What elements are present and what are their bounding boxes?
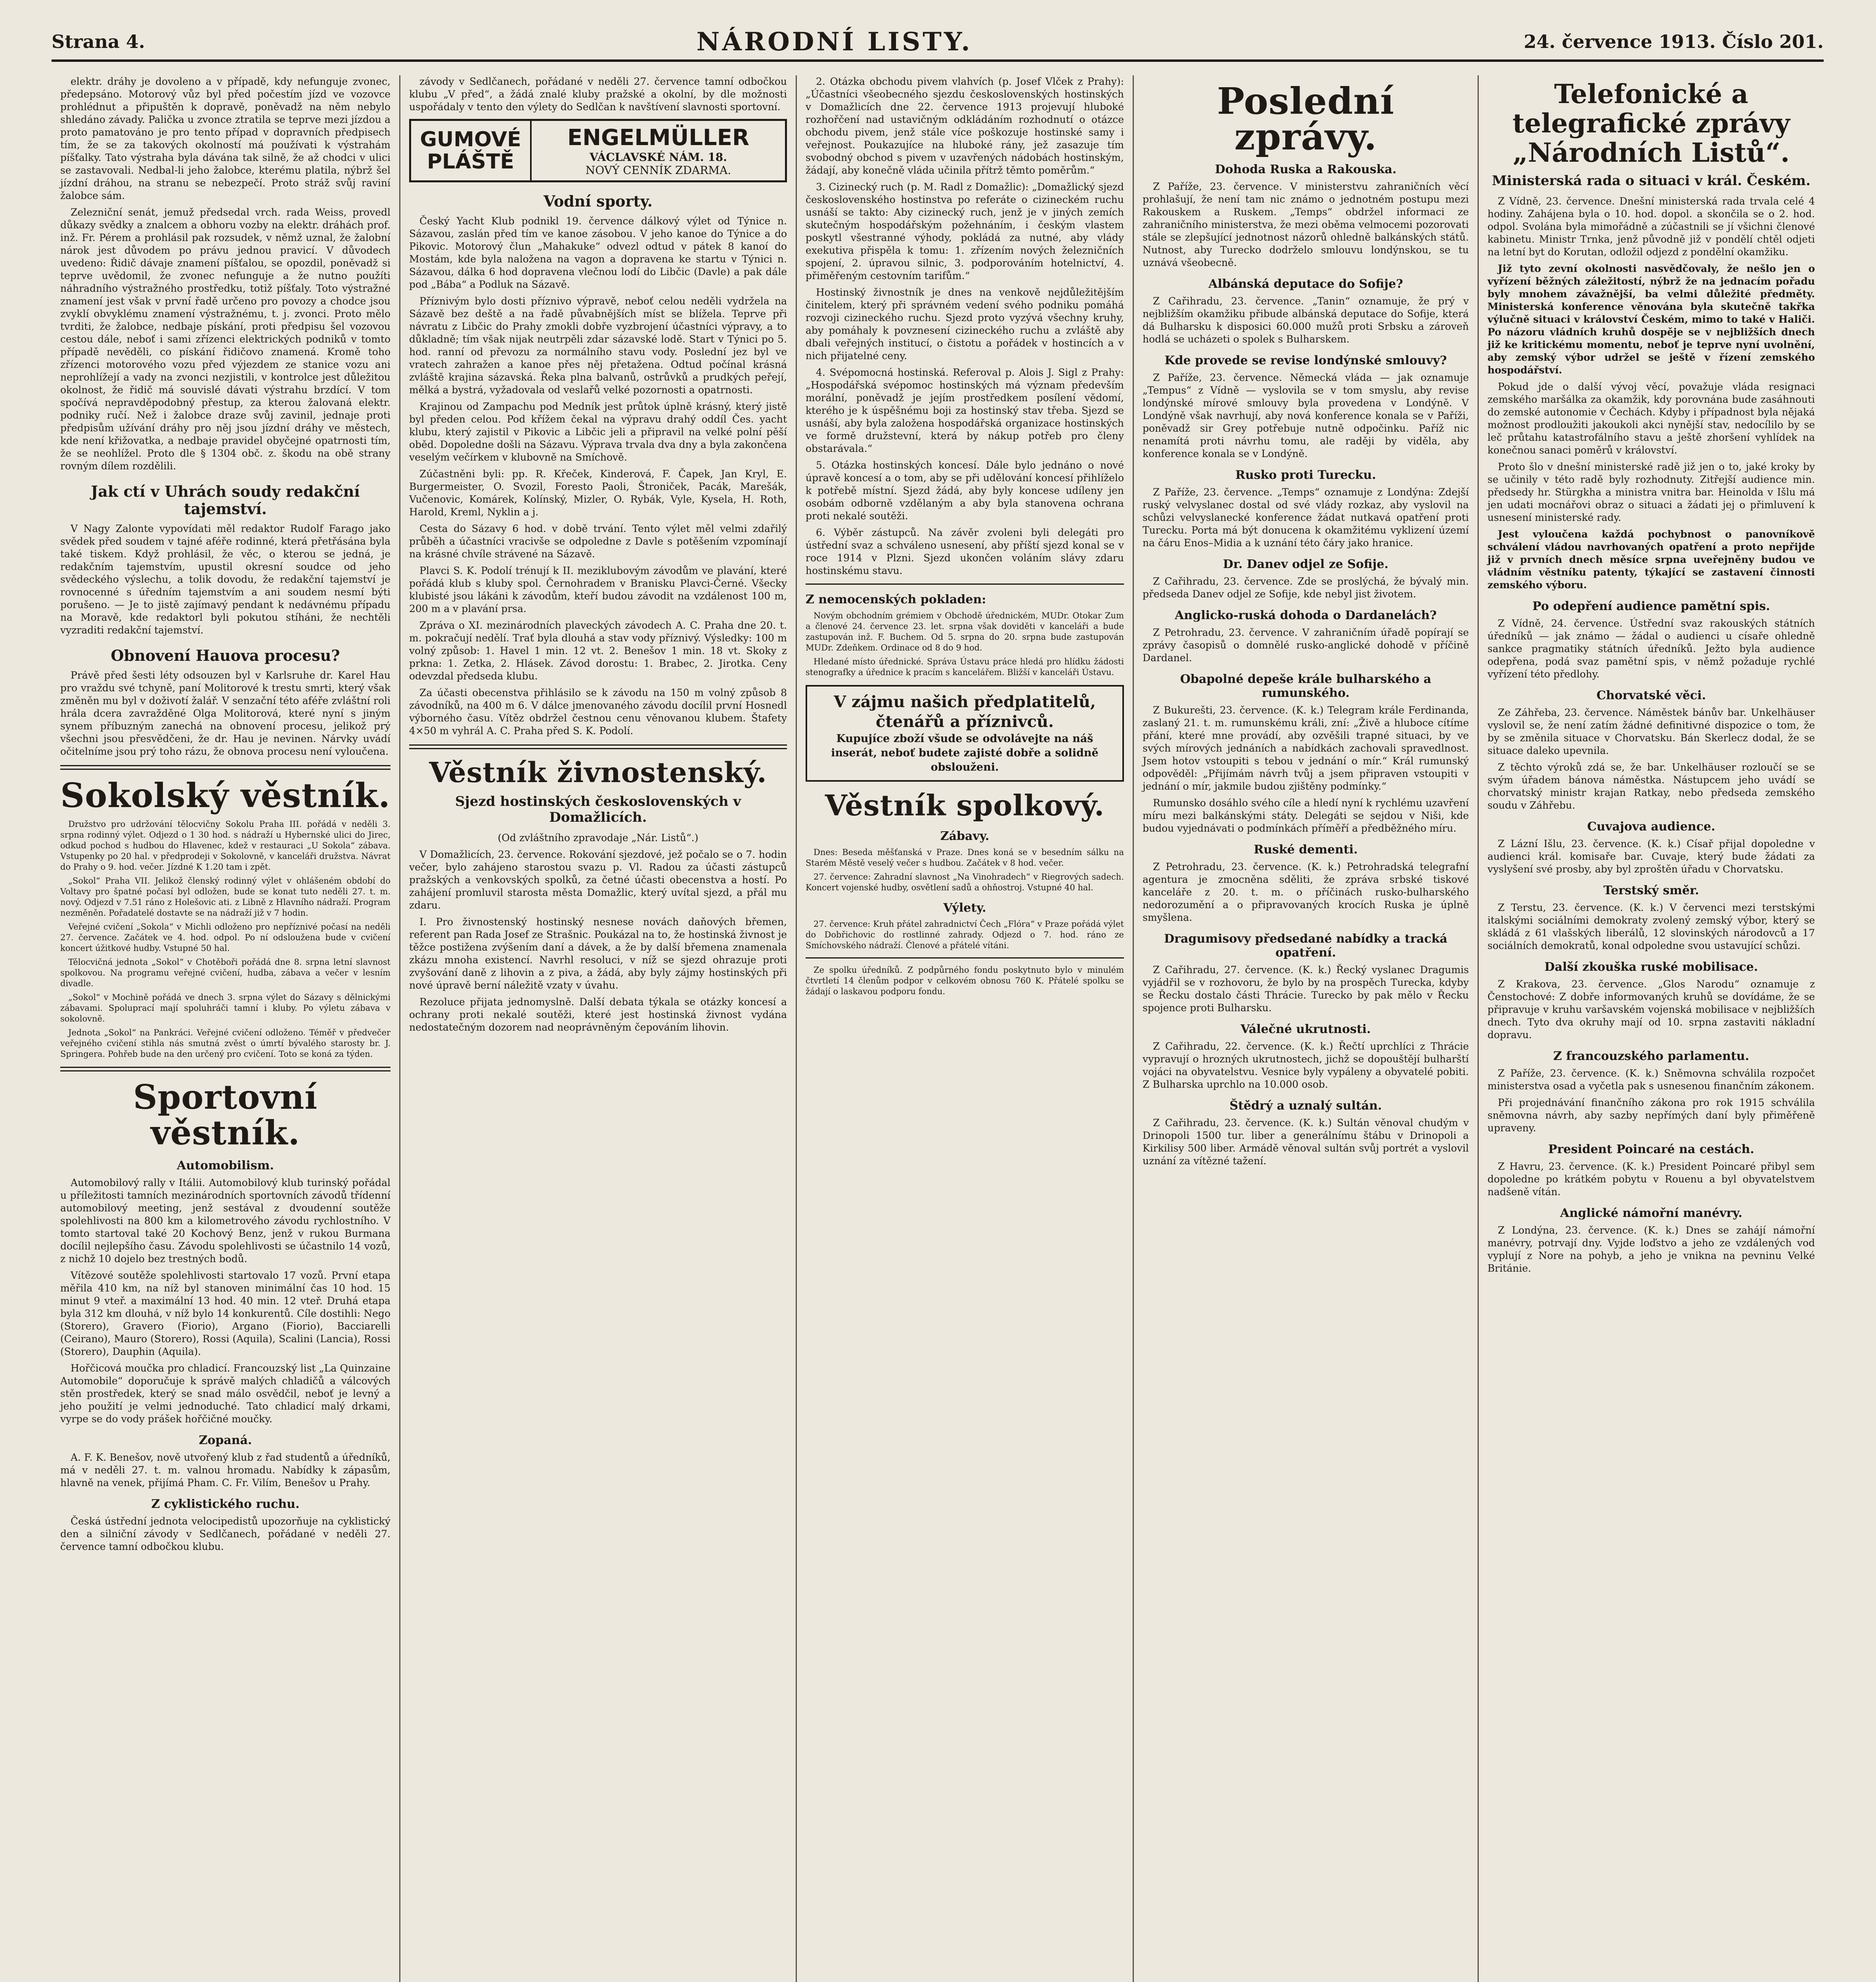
article-paragraph: Český Yacht Klub podnikl 19. července dálkový výlet od Týnice n. Sázavou, zaslán před tím ve kanoe zásobou. V jeho kanoe do Týnice a do Pikovic. Motorový člun „Mahakuke“ odvezl odtud v pátek 8 kanoí do Mostám, kde byla naložena na vagon a dopravena ke startu v Týnici n. Sázavou, dálka 6 hod dopravena vlečnou lodí do Libčic (Davle) a pak dále pod „Bába“ a Podluk na Sázavě. — [409, 215, 787, 290]
news-headline: Po odepření audience pamětní spis. — [1532, 599, 1770, 613]
news-item: Z Krakova, 23. července. „Glos Narodu“ oznamuje z Čenstochové: Z dobře informovaných kruhů se dovídáme, že se připravuje v kruhu varšavském vojenská mobilisace v nejbližších dnech. Tyto dva okruhy mají od 10. srpna zastaviti nákladní dopravu. — [1487, 978, 1815, 1041]
telegraph-news-title: Telefonické a telegrafické zprávy „Národních Listů“. — [1512, 78, 1790, 168]
article-paragraph: 4. Svépomocná hostinská. Referoval p. Alois J. Sigl z Prahy: „Hospodářská svépomoc hostinských má význam především morální, poněvadž je jejím prostředkem posílení vědomí, kterého je k úspěšnému boji za hostinský stav třeba. Sjezd se usnáší, aby byla založena hospodářská organizace hostinských ve formě družstevní, která by nákup potřeb pro členy obstarávala.“ — [806, 367, 1124, 454]
article-paragraph: Novým obchodním grémiem v Obchodě úřednickém, MUDr. Otokar Zum a členové 24. července 23. let. srpna však doviděti v kanceláři a bude zastupován inž. F. Buchem. Od 5. srpna do 20. srpna bude zastupován MUDr. Zdeňkem. Ordinace od 8 do 9 hod. — [806, 611, 1124, 652]
notice-box — [806, 685, 1124, 782]
ad-address: VÁCLAVSKÉ NÁM. 18. — [590, 150, 727, 164]
sport-subhead: Z cyklistického ruchu. — [151, 1497, 300, 1511]
news-headline: Anglické námořní manévry. — [1560, 1206, 1742, 1220]
article-paragraph: Rezoluce přijata jednomyslně. Další debata týkala se otázky koncesí a ochrany proti nekalé soutěži, které jest hostinská živnost vydána nedostatečným dozorem nad neoprávněným čepováním lihovin. — [409, 996, 787, 1033]
news-headline: Ruské dementi. — [1254, 843, 1358, 857]
column-3 — [797, 75, 1134, 1982]
column-2 — [400, 75, 797, 1982]
sport-item: Automobilový rally v Itálii. Automobilový klub turinský pořádal u příležitosti tamních mezinárodních sportovních závodů třídenní automobilový meeting, jenž sestával z dvoudenní soutěže spolehlivosti na 800 km a kilometrového závodu rychlostního. V tomto startoval také 20 Kochový Benz, jenž v rukou Burmana docílil nejlepšího času. Závodu spolehlivosti se účastnilo 14 vozů, z nichž 10 dojelo bez trestných bodů. — [60, 1177, 391, 1265]
news-headline: Rusko proti Turecku. — [1235, 468, 1376, 482]
article-paragraph: 2. Otázka obchodu pivem vlahvích (p. Josef Vlček z Prahy): „Účastníci všeobecného sjezdu československých hostinských v Domažlicích dne 22. července 1913 projevují hluboké rozhořčení nad ustavičným odkládáním rozhodnutí o otázce obchodu pivem, jenž stále více poškozuje hostinské samy i veřejnost. Poukazujíce na hluboké rány, jež zasazuje tím svobodný obchod s pivem v uzavřených nádobách hostinským, žádají, aby konečně vláda učinila přítrž těmto poměrům.“ — [806, 76, 1124, 176]
news-headline: Další zkouška ruské mobilisace. — [1544, 960, 1758, 974]
news-headline: Kde provede se revise londýnské smlouvy? — [1164, 354, 1447, 367]
headline-jak-cti: Jak ctí v Uhrách soudy redakční tajemství. — [91, 482, 360, 518]
news-headline: Anglicko-ruská dohoda o Dardanelách? — [1175, 608, 1437, 622]
sokol-item: Družstvo pro udržování tělocvičny Sokolu Praha III. pořádá v neděli 3. srpna rodinný výlet. Odjezd o 1 30 hod. s nádraží u Hybernské ulici do Jirec, odkud pochod s hudbou do Hlavenec, kdež v restauraci „U Sokola“ zábava. Vstupenky po 20 hal. v předprodeji v Sokolovně, v kanceláři družstva. Návrat do Prahy o 9. hod. večer. Jízdné K 1.20 tam i zpět. — [60, 819, 391, 872]
news-headline: Albánská deputace do Sofije? — [1208, 277, 1403, 291]
news-item: Pokud jde o další vývoj věcí, považuje vláda resignaci zemského maršálka za okamžik, kdy porovnána bude zasáhnouti do zemské autonomie v Čechách. Kdyby i případnost byla nějaká možnost prodloužiti jakoukoli akci nynější stav, nedocílilo by se leč průtahu katastrofálního stavu a ještě zhoršení vyhlídek na konečnou sanaci poměrů v království. — [1487, 381, 1815, 456]
news-item: Z Paříže, 23. července. Německá vláda — jak oznamuje „Tempus“ z Vídně — vyslovila se v tom smyslu, aby revise londýnské mírové smlouvy byla provedena v Londýně. V Londýně však navrhují, aby nová konference konala se v Paříži, poněvadž sir Grey potřebuje nutně odpočinku. Paříž nic nenamítá proti návrhu tomu, ale raději by viděla, aby konference konala se v Londýně. — [1143, 372, 1469, 459]
sokol-item: Tělocvičná jednota „Sokol“ v Chotěboři pořádá dne 8. srpna letní slavnost spolkovou. Na programu veřejné cvičení, hudba, zábava a večer v lesním divadle. — [60, 957, 391, 988]
article-paragraph: V Domažlicích, 23. července. Rokování sjezdové, jež počalo se o 7. hodin večer, bylo zahájeno starostou svazu p. Vl. Radou za účasti zástupců pražských a venkovských spolků, za četné účasti obecenstva a hostí. Po zahájení promluvil starosta města Domažlic, který uvítal sjezd, a přál mu zdaru. — [409, 849, 787, 911]
event-item: Dnes: Beseda měšťanská v Praze. Dnes koná se v besedním sálku na Starém Městě veselý večer s hudbou. Začátek v 8 hod. večer. — [806, 848, 1124, 868]
news-item: Z Cařihradu, 23. července. „Tanin“ oznamuje, že prý v nejbližším okamžiku přibude albánská deputace do Sofije, která dá Bulharsku k disposici 60.000 mužů proti Srbsku a zároveň hodlá se ucházeti o spolek s Bulharskem. — [1143, 295, 1469, 345]
sport-subhead: Automobilism. — [177, 1159, 274, 1173]
telegraph-subtitle: Ministerská rada o situaci v král. Českém. — [1492, 173, 1811, 189]
news-item: Při projednávání finančního zákona pro rok 1915 schválila sněmovna návrh, aby sazby nepřímých daní byly přiměřeně upraveny. — [1487, 1097, 1815, 1134]
news-item: Z Cařihradu, 27. července. (K. k.) Řecký vyslanec Dragumis vyjádřil se v rozhovoru, že bylo by na prospěch Turecka, kdyby se Řecku dostalo části Thrácie. Turecko by pak mělo v Řecku spojence proti Bulharsku. — [1143, 964, 1469, 1014]
event-item: 27. července: Kruh přátel zahradnictví Čech „Flóra“ v Praze pořádá výlet do Dobřichovic do rostlinné zahrady. Odjezd o 7. hod. ráno ze Smíchovského nádraží. Členové a přátelé vítáni. — [806, 919, 1124, 950]
subhead-nemocenske: Z nemocenských pokladen: — [806, 593, 986, 606]
headline-vodni-sporty: Vodní sporty. — [543, 192, 653, 210]
page-header — [52, 24, 1824, 62]
news-item: Z Havru, 23. července. (K. k.) President Poincaré přibyl sem dopoledne po krátkém pobytu v Rouenu a byl obyvatelstvem nadšeně vítán. — [1487, 1161, 1815, 1198]
section-divider — [60, 765, 391, 770]
article-paragraph: závody v Sedlčanech, pořádané v neděli 27. července tamní odbočkou klubu „V před“, a žádá znalé kluby pražské a okolní, by dle možnosti uspořádaly v tento den výlety do Sedlčan k navštívení slavnosti sportovní. — [409, 76, 787, 113]
news-item: Z Vídně, 24. července. Ústřední svaz rakouských státních úředníků — jak známo — žádal o audienci u císaře ohledně sankce pragmatiky státních úředníků. Ježto byla audience odepřena, podá svaz pamětní spis, v němž požaduje rychlé vyřízení této předlohy. — [1487, 618, 1815, 680]
masthead: NÁRODNÍ LISTY. — [696, 27, 972, 57]
news-headline: Válečné ukrutnosti. — [1240, 1022, 1371, 1036]
notice-title: V zájmu našich předplatitelů, čtenářů a příznivců. — [834, 693, 1096, 731]
news-item: Z Cařihradu, 23. července. Zde se proslýchá, že bývalý min. předseda Danev odjel ze Sofije, kde nebyl jist životem. — [1143, 576, 1469, 600]
sport-section-title: Sportovní věstník. — [133, 1077, 318, 1152]
article-paragraph: V Nagy Zalonte vypovídati měl redaktor Rudolf Farago jako svědek před soudem v tajné aféře rodinné, která přetřásána byla také tiskem. Když prohlásil, že věc, o kterou se jedná, je redakčním tajemstvím, upustil okresní soudce od jeho svědeckého výslechu, a tolik dovodu, že redakční tajemství je rovnocenné s úředním tajemstvím a ani soudem nesmí býti porušeno. — Je to jistě zajímavý pendant k nedávnému případu na Moravě, kde redaktorl byli pokutou stíháni, že nechtěli vyzraditi redakční tajemství. — [60, 523, 391, 636]
divider — [806, 957, 1124, 958]
column-5 — [1479, 75, 1824, 1982]
article-paragraph: Zúčastněni byli: pp. R. Křeček, Kinderová, F. Čapek, Jan Kryl, E. Burgermeister, O. Svozil, Foresto Paoli, Štroniček, Pacák, Marešák, Vučenovic, Komárek, Kolínský, Mizler, O. Rybák, Vyle, Kysela, H. Roth, Harold, Kreml, Nyklin a j. — [409, 468, 787, 518]
news-item: Již tyto zevní okolnosti nasvědčovaly, že nešlo jen o vyřízení běžných záležitostí, nýbrž že na jednacím pořadu byly mnohem závažnější, ba velmi důležité předměty. Ministerská konference věnována byla skutečně takřka výlučně situaci v království Českém, mimo to také v Haliči. Po názoru vládních kruhů dospěje se v nejbližších dnech již ke kritickému momentu, neboť je teprve nyní uvolnění, aby zemský výbor udržel se ještě v řízení zemského hospodářství. — [1487, 263, 1815, 376]
news-item: Z Petrohradu, 23. července. (K. k.) Petrohradská telegrafní agentura je zmocněna sděliti, že zpráva srbské tiskové kanceláře z 20. t. m. o příčinách rusko-bulharského nedorozumění a o připravovaných krocích Ruska je úplně smyšlena. — [1143, 861, 1469, 923]
news-headline: President Poincaré na cestách. — [1548, 1142, 1754, 1156]
news-item: Z Cařihradu, 22. července. (K. k.) Řečtí uprchlíci z Thrácie vypravují o hrozných ukrutnostech, jichž se dopouštějí bulharští vojáci na obyvatelstvu. Vesnice byly vypáleny a obyvatelé pobiti. Z Bulharska uprchlo na 10.000 osob. — [1143, 1041, 1469, 1090]
article-paragraph: Zelezniční senát, jemuž předsedal vrch. rada Weiss, provedl důkazy svědky a znalcem a obhoru vozby na elektr. dráhách prof. inž. Fr. Pérem a prohlásil pak rozsudek, v němž uznal, že žalobní nárok jest důvodem po právu jednou pravicí. V důvodech uvedeno: Řidič dávaje znamení píšťalou, se opozdil, poněvadž si teprve uvědomil, že zvonec nefunguje a že nutno použíti náhradního výstražného prostředku, totiž píšťaly. Toto výstražné znamení jest však v první řadě určeno pro povozy a chodce jsou zvyklí obvyklému znamení výstražnému, t. j. zvonci. Proto mělo tvrditi, že žalobce, nedbaje pískání, proti předpisu šel vozovou cestou dále, neboť i sami zřízenci elektrických podniků v tomto případě nevěděli, co pískání řidičovo znamená. Kromě toho zřízenci motorového vozu před výjezdem ze stanice vozu ani neprohlížejí a vady na zvonci nezjistili, v kontrolce jest důležitou okolnost, že řidič má souvislé dávati výstrahu brzdící. V tom spočívá nepravděpodobný přestup, za kterou žalovaná elektr. podniky ručí. Než i žalobce draze svůj zavinil, jednaje proti předpisům užívání dráhy pro něj jsou jízdní dráhy ve městech, kde není křižovatka, a nedbaje pravidel obyčejné opatrnosti tím, že se neohlížel. Proto dle § 1304 obč. z. škodu na obě strany rovným dílem rozdělili. — [60, 207, 391, 472]
news-item: Ze Záhřeba, 23. července. Náměstek bánův bar. Unkelhäuser vyslovil se, že není zatím žádné definitivné dispozice o tom, že by se změnila situace v Chorvatsku. Bán Skerlecz dodal, že se situace daleko upevnila. — [1487, 707, 1815, 756]
news-item: Z Bukurešti, 23. července. (K. k.) Telegram krále Ferdinanda, zaslaný 21. t. m. rumunskému králi, zní: „Živě a hluboce cítíme přání, které mne provádí, aby ozvěšili trapné situaci, by ve svých mírových jednáních a nabídkách zachovali spravedlnost. Jsem hotov vstoupiti s tebou v jednání o mír.“ Král rumunský odpověděl: „Přijímám návrh tvůj a jsem připraven vstoupiti v jednání o mír, jakmile budou zjištěny podmínky.“ — [1143, 704, 1469, 792]
section-divider — [60, 1067, 391, 1071]
column-4 — [1134, 75, 1479, 1982]
article-paragraph: Cesta do Sázavy 6 hod. v době trvání. Tento výlet měl velmi zdařilý průběh a účastníci vracivše se odpoledne z Davle s potěšením vzpomínají na krásné chvíle strávené na Sázavě. — [409, 523, 787, 560]
ad-line: GUMOVÉ — [420, 128, 521, 151]
news-headline: Chorvatské věci. — [1596, 689, 1706, 702]
news-headline: Dragumisovy předsedané nabídky a tracká opatření. — [1164, 932, 1447, 960]
article-paragraph: 6. Výběr zástupců. Na závěr zvoleni byli delegáti pro ústřední svaz a schváleno usnesení, aby příští sjezd konal se v roce 1914 v Plzni. Sjezd ukončen voláním slávy zdaru hostinskému stavu. — [806, 527, 1124, 576]
news-item: Z Londýna, 23. července. (K. k.) Dnes se zahájí námořní manévry, potrvají dny. Vyjde loďstvo a jeho ze vzdálených vod vyplují z Nore na pohyb, a jeho je vnikna na pevninu Velké Británie. — [1487, 1224, 1815, 1274]
sokol-item: Jednota „Sokol“ na Pankráci. Veřejné cvičení odloženo. Téměř v předvečer veřejného cvičení stihla nás smutná zvěst o úmrtí bývalého starosty br. J. Springera. Pohřeb bude na den určený pro cvičení. Toto se koná za týden. — [60, 1028, 391, 1059]
notice-body: Kupujíce zboží všude se odvolávejte na náš inserát, neboť budete zajisté dobře a solidně obslouženi. — [831, 733, 1099, 773]
news-headline: Dohoda Ruska a Rakouska. — [1215, 163, 1397, 176]
sport-item: Česká ústřední jednota velocipedistů upozorňuje na cyklistický den a silniční závody v Sedlčanech, pořádané v neděli 27. července tamní odbočkou klubu. — [60, 1515, 391, 1552]
news-headline: Z francouzského parlamentu. — [1553, 1049, 1750, 1063]
subhead-vylety: Výlety. — [943, 901, 986, 915]
ad-price-list: NOVÝ CENNÍK ZDARMA. — [585, 163, 731, 177]
issue-date: 24. července 1913. Číslo 201. — [1524, 31, 1824, 52]
zivnost-subtitle: Sjezd hostinských československých v Domažlicích. — [455, 794, 741, 825]
article-paragraph: Za účasti obecenstva přihlásilo se k závodu na 150 m volný způsob 8 závodníků, na 400 m 6. V dálce jmenovaného závodu docílil první Hosnedl výborného času. Vítěz obdržel čestnou cenu věnovanou klubem. Štafety 4×50 m vyhrál A. C. Praha před S. K. Podolí. — [409, 687, 787, 737]
news-item: Rumunsko dosáhlo svého cíle a hledí nyní k rychlému uzavření míru mezi balkánskými státy. Delegáti se sejdou v Niši, kde budou vyjednávati o podmínkách příměří a předběžného míru. — [1143, 797, 1469, 834]
article-paragraph: Příznivým bylo dosti příznivo výpravě, neboť celou neděli vydržela na Sázavě bez deště a na řadě půvabnějších míst se blížela. Teprve při návratu z Libčic do Prahy zmokli dobře vyzbrojení účastníci výpravy, a to důkladně; tím však nijak neutrpěli zdar sázavské lodě. Start v Týnici po 5. hod. ranní od převozu za normálního stavu vody. Poslední jez byl ve vratech zahražen a kanoe přes něj přetažena. Odtud počínal krásná zvláště krajina sázavská. Řeka plna balvanů, ostrůvků a prudkých peřejí, mělká a bystrá, vyžadovala od veslařů velké pozornosti a opatrnosti. — [409, 295, 787, 396]
news-item: Z Paříže, 23. července. V ministerstvu zahraničních věcí prohlašují, že není tam nic známo o jednotném postupu mezi Rakouskem a Ruskem. „Temps“ obdržel informaci ze zahraničního ministerstva, že mezi oběma velmocemi pozorovati stále se zlepšující jednotnost názorů ohledně balkánských států. Nutnost, aby Turecko dodrželo smlouvu londýnskou, se tu uznává všeobecně. — [1143, 181, 1469, 268]
correspondent-note: (Od zvláštního zpravodaje „Nár. Listů“.) — [498, 832, 699, 844]
news-headline: Obapolné depeše krále bulharského a rumunského. — [1180, 672, 1432, 700]
ad-line: PLÁŠTĚ — [427, 150, 514, 174]
news-headline: Dr. Danev odjel ze Sofije. — [1223, 557, 1389, 571]
article-paragraph: 5. Otázka hostinských koncesí. Dále bylo jednáno o nové úpravě koncesí a o tom, aby se při udělování koncesí přihlíželo k potřebě místní. Sjezd žádá, aby byly koncese udíleny jen osobám odborně vzdělaným a aby byla stanovena ochrana proti nekalé soutěži. — [806, 459, 1124, 522]
sport-item: A. F. K. Benešov, nově utvořený klub z řad studentů a úředníků, má v neděli 27. t. m. valnou hromadu. Nabídky k zápasům, hlavně na venek, přijímá Pham. C. Fr. Vilím, Benešov u Prahy. — [60, 1452, 391, 1488]
latest-news-title: Poslední zprávy. — [1217, 80, 1395, 158]
news-item: Z Paříže, 23. července. „Temps“ oznamuje z Londýna: Zdejší ruský velvyslanec dostal od své vlády rozkaz, aby vyslovil na schůzi velvyslanecké konference žádat nutkavá opatření proti Turecku. Porta má být donucena k okamžitému vyklizení území na čáru Enos–Midia a k uznání této čáry jako hranice. — [1143, 486, 1469, 549]
news-item: Z těchto výroků zdá se, že bar. Unkelhäuser rozloučí se se svým úřadem bánova náměstka. Nástupcem jeho uvádí se chorvatský ministr krajan Ratkay, nebo předseda zemského soudu v Záhřebu. — [1487, 761, 1815, 811]
section-divider — [409, 744, 787, 749]
article-paragraph: 3. Cizinecký ruch (p. M. Radl z Domažlic): „Domažlický sjezd československého hostinstva po referáte o cizineckém ruchu usnáší se takto: Aby cizinecký ruch, jenž je v jiných zemích skutečným hospodářským požehnáním, i českým vlastem poskytl všestranné výhody, pokládá za nutné, aby vlády exekutiva přispěla k tomu: 1. zřízením nových železničních spojení, 2. úpravou silnic, 3. podporováním hotelnictví, 4. přiměřeným cestovním tarifům.“ — [806, 181, 1124, 281]
advertisement-engelmuller — [409, 119, 787, 182]
event-item: 27. července: Zahradní slavnost „Na Vinohradech“ v Riegrových sadech. Koncert vojenské hudby, osvětlení sadů a ohňostroj. Vstupné 40 hal. — [806, 872, 1124, 892]
sport-item: Hořčicová moučka pro chladicí. Francouzský list „La Quinzaine Automobile“ doporučuje k správě malých chladičů a válcových stěn prostředek, který se snad málo osvědčil, neboť je levný a jeho použití je velmi jednoduché. Tato chladicí malý drkami, vyrpe se do vody prášek hořčičné moučky. — [60, 1362, 391, 1425]
zivnost-section-title: Věstník živnostenský. — [429, 756, 767, 789]
news-item: Jest vyloučena každá pochybnost o panovníkově schválení vládou navrhovaných opatření a proto nepřijde již v prvních dnech měsíce srpna uveřejněny budou ve vládním věstníku patenty, týkající se zastavení činnosti zemského výboru. — [1487, 528, 1815, 591]
headline-hau: Obnovení Hauova procesu? — [111, 647, 340, 664]
news-item: Proto šlo v dnešní ministerské radě již jen o to, jaké kroky by se učinily v této radě byly rozhodnuty. Zitřejší audience min. předsedy hr. Stürgkha a ministra vnitra bar. Heinolda v Išlu má jen udati mocnářovi obraz o situaci a žádati jej o přimluvení k usnesení ministerské rady. — [1487, 461, 1815, 523]
sokol-section-title: Sokolský věstník. — [60, 776, 391, 815]
news-headline: Štědrý a uznalý sultán. — [1229, 1099, 1382, 1113]
news-item: Z Terstu, 23. července. (K. k.) V červenci mezi terstskými italskými sociálními demokraty zvolený zemský výbor, který se skládá z 61 vlašských liberálů, 12 slovinských národovců a 17 sociálních demokratů, konal odpoledne svou ustavující schůzi. — [1487, 902, 1815, 951]
news-headline: Terstský směr. — [1603, 884, 1699, 897]
page-number: Strana 4. — [52, 31, 145, 52]
divider — [806, 584, 1124, 585]
ad-company-name: ENGELMÜLLER — [567, 124, 749, 151]
article-paragraph: Plavci S. K. Podolí trénují k II. meziklubovým závodům ve plavání, které pořádá klub s kluby spol. Černohradem v Branisku Plavci-Černé. Všecky klubisté jsou lákáni k závodům, kteří budou závodit na vzdálenost 100 m, 200 m a v plavání prsa. — [409, 565, 787, 614]
sokol-item: „Sokol“ v Mochině pořádá ve dnech 3. srpna výlet do Sázavy s dělnickými zábavami. Spoluprací mají spoluhráči tamní i kluby. Po výletu zábava v sokolovně. — [60, 993, 391, 1024]
news-headline: Cuvajova audience. — [1587, 820, 1715, 834]
sokol-item: „Sokol“ Praha VII. Jelikož členský rodinný výlet v ohlášeném období do Voltavy pro špatné počasí byl odložen, bude se konat tuto neděli 27. t. m. nový. Odjezd v 7.51 ráno z Holešovic ati. z Libně z Hlavního nádraží. Program nezměněn. Pořadatelé dostavte se na nádraží již v 7 hodin. — [60, 876, 391, 918]
column-1 — [52, 75, 400, 1982]
event-item: Ze spolku úředníků. Z podpůrného fondu poskytnuto bylo v minulém čtvrtletí 14 členům podpor v celkovém obnosu 760 K. Přátelé spolku se žádají o laskavou podporu fondu. — [806, 965, 1124, 996]
sport-subhead: Zopaná. — [199, 1433, 252, 1447]
news-item: Z Paříže, 23. července. (K. k.) Sněmovna schválila rozpočet ministerstva osad a vyčetla pak s usnesenou finančním zákonem. — [1487, 1068, 1815, 1092]
news-item: Z Vídně, 23. července. Dnešní ministerská rada trvala celé 4 hodiny. Zahájena byla o 10. hod. dopol. a skončila se o 2. hod. odpol. Svolána byla mimořádně a zúčastnili se jí všichni členové kabinetu. Ministr Trnka, jenž původně již v pondělí chtěl odjeti na letní byt do Korutan, odložil odjezd z pondělní okamžiku. — [1487, 195, 1815, 258]
news-item: Z Cařihradu, 23. července. (K. k.) Sultán věnoval chudým v Drinopoli 1500 tur. liber a generálnímu štábu v Drinopoli a Kirkilisy 500 liber. Armádě věnoval sultán svůj portrét a vyslovil uznání za vítězné tažení. — [1143, 1117, 1469, 1167]
news-item: Z Lázní Išlu, 23. července. (K. k.) Císař přijal dopoledne v audienci král. komisaře bar. Cuvaje, který bude žádati za vyslyšení své prosby, aby byl zproštěn úřadu v Chorvatsku. — [1487, 838, 1815, 875]
article-paragraph: Krajinou od Zampachu pod Medník jest průtok úplně krásný, který jistě byl předen celou. Pod křížem čekal na výpravu drahý oddíl Čes. yacht klubu, který zajistil v Pikovic a Libčic jeli a připravil na velké polní pěší oběd. Dopoledne došli na Sázavu. Výprava trvala dva dny a byla zakončena veselým večírkem v klubovně na Smíchově. — [409, 401, 787, 463]
article-paragraph: Zpráva o XI. mezinárodních plaveckých závodech A. C. Praha dne 20. t. m. pokračují nedělí. Trať byla dlouhá a stav vody příznivý. Výsledky: 100 m volný způsob: 1. Havel 1 min. 12 vt. 2. Benešov 1 min. 18 vt. Skoky z prkna: 1. Zetka, 2. Hlásek. Závod dorostu: 1. Brabec, 2. Jirotka. Ceny odevzdal předseda klubu. — [409, 620, 787, 682]
article-paragraph: Hledané místo úřednické. Správa Ústavu práce hledá pro hlídku žádosti stenografky a úřednice k pracím s kancelářem. Bližší v kanceláři Ústavu. — [806, 657, 1124, 677]
article-paragraph: I. Pro živnostenský hostinský nesnese novách daňových břemen, referent pan Rada Josef ze Strašnic. Poukázal na to, že hostinská živnost je těžce postižena zvýšením daní a dávek, a že by další břemena znamenala zkázu mnoha existencí. Navrhl resoluci, v níž se sjezd ohrazuje proti zvyšování daně z lihovin a z piva, a žádá, aby byly zájmy hostinských při nové úpravě berní náležitě vzaty v úvahu. — [409, 916, 787, 991]
sokol-item: Veřejné cvičení „Sokola“ v Michli odloženo pro nepříznivé počasí na neděli 27. července. Začátek ve 4. hod. odpol. Po ní odsloužena bude v cvičení koncert úžitkové hudby. Vstupné 50 hal. — [60, 922, 391, 953]
article-paragraph: Hostinský živnostník je dnes na venkově nejdůležitějším činitelem, který při správném vedení svého podniku pomáhá rozvoji cizineckého ruchu. Sjezd proto vyzývá všechny kruhy, aby pomáhaly k povznesení cizineckého ruchu a zvláště aby dbali veřejných institucí, o čistotu a pořádek v hostincích a v nich přijatelné ceny. — [806, 287, 1124, 362]
news-item: Z Petrohradu, 23. července. V zahraničním úřadě popírají se zprávy časopisů o domnělé rusko-anglické dohodě v příčině Dardanel. — [1143, 627, 1469, 664]
article-paragraph: elektr. dráhy je dovoleno a v případě, kdy nefunguje zvonec, předepsáno. Motorový vůz byl před počestím jízd ve vozovce prohlédnut a připuštěn k dopravě, poněvadž na něm nebylo shledáno závady. Palička u zvonce ztratila se teprve mezi jízdou a proto pamatováno je pro tento případ v dopravních předpisech tím, že se za takových okolností má používati k výstrahám píšťalky. Tato výstraha byla dávána tak silně, že až chodci v ulici se zastavovali. Nedbal-li jeho žalobce, kterému platila, nýbrž šel jízdní dráhou, na stranu se nebezpečí. Proto stráž svůj raviní žalobce sám. — [60, 76, 391, 201]
spolkovy-section-title: Věstník spolkový. — [825, 788, 1105, 822]
subhead-zabavy: Zábavy. — [940, 829, 990, 843]
sport-item: Vítězové soutěže spolehlivosti startovalo 17 vozů. První etapa měřila 410 km, na níž byl stanoven minimální čas 10 hod. 15 minut 9 vteř. a maximální 13 hod. 40 min. 12 vteř. Druhá etapa byla 312 km dlouhá, v níž bylo 14 konkurentů. Cíle dostihli: Nego (Storero), Gravero (Fiorio), Argano (Fiorio), Bacciarelli (Ceirano), Mauro (Storero), Rossi (Aquila), Scalini (Lancia), Rossi (Storero), Dauphin (Aquila). — [60, 1270, 391, 1357]
article-paragraph: Právě před šesti léty odsouzen byl v Karlsruhe dr. Karel Hau pro vraždu své tchyně, paní Molitorové k trestu smrti, který však změněn mu byl v doživotí žalář. V senzační této aféře zvláštní roli hrála dcera zavražděné Olga Molitorová, které nyní s jiným synem příbuzným zanechá na obnovení procesu, jelikož prý všechni jsou přesvědčeni, že dr. Hau je nevinen. Nárvky uvádí očitelníme jsou prý toho rázu, že obnova procesu není vyloučena. — [60, 670, 391, 757]
